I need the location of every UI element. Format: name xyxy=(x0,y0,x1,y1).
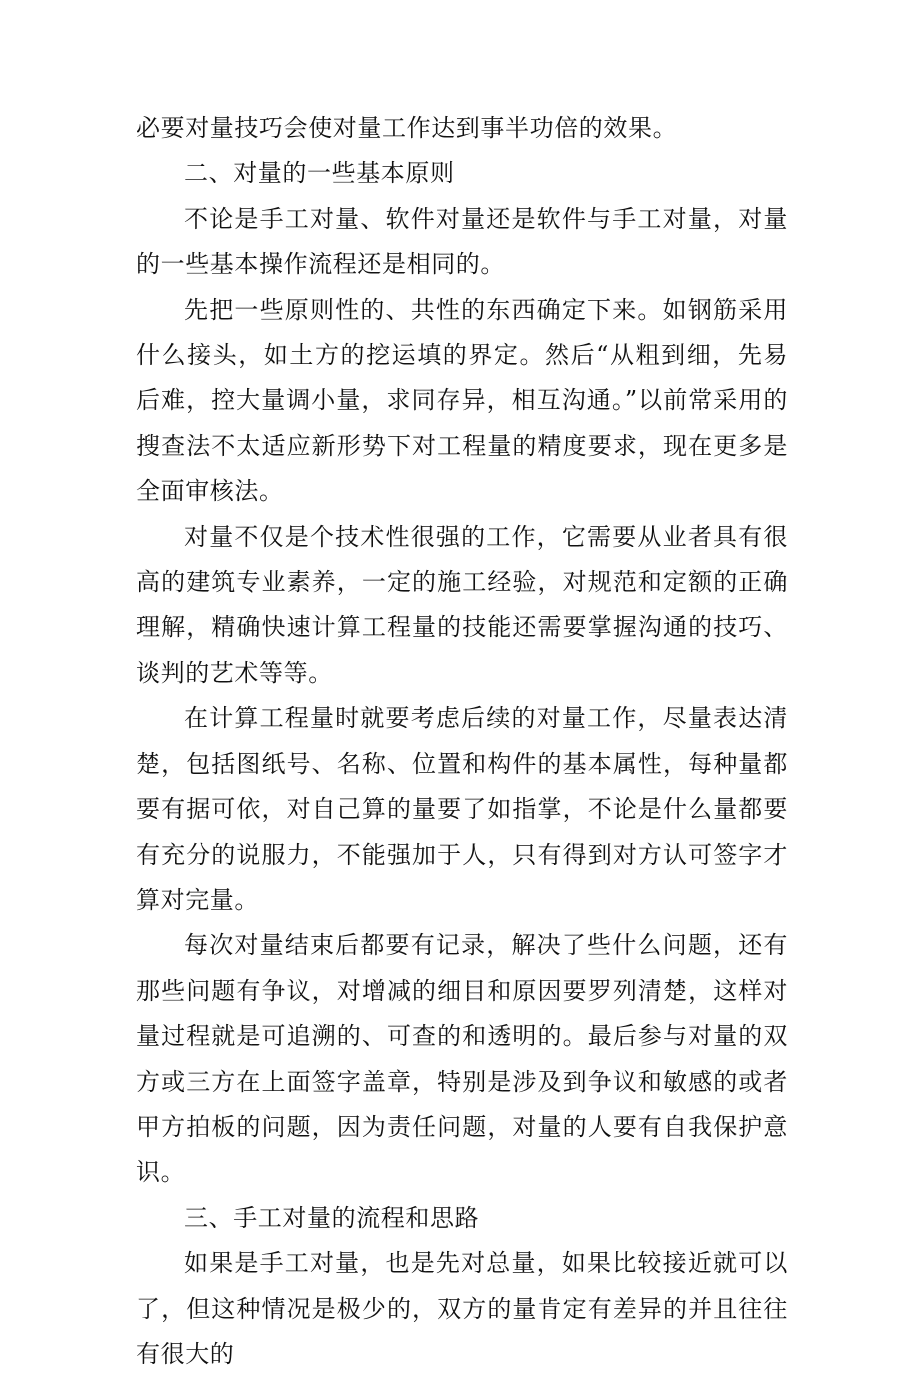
document-body xyxy=(136,106,788,1377)
paragraph-continuation: 必要对量技巧会使对量工作达到事半功倍的效果。 xyxy=(136,114,678,142)
paragraph: 不论是手工对量、软件对量还是软件与手工对量，对量的一些基本操作流程还是相同的。 xyxy=(136,204,788,279)
paragraph: 如果是手工对量，也是先对总量，如果比较接近就可以了，但这种情况是极少的，双方的量肯定有差异的并且往往有很大的 xyxy=(136,1249,788,1368)
paragraph: 对量不仅是个技术性很强的工作，它需要从业者具有很高的建筑专业素养，一定的施工经验，对规范和定额的正确理解，精确快速计算工程量的技能还需要掌握沟通的技巧、谈判的艺术等等。 xyxy=(136,522,788,687)
paragraph: 每次对量结束后都要有记录，解决了些什么问题，还有那些问题有争议，对增减的细目和原因要罗列清楚，这样对量过程就是可追溯的、可查的和透明的。最后参与对量的双方或三方在上面签字盖章，特别是涉及到争议和敏感的或者甲方拍板的问题，因为责任问题，对量的人要有自我保护意识。 xyxy=(136,931,788,1187)
paragraph: 在计算工程量时就要考虑后续的对量工作，尽量表达清楚，包括图纸号、名称、位置和构件的基本属性，每种量都要有据可依，对自己算的量要了如指掌，不论是什么量都要有充分的说服力，不能强加于人，只有得到对方认可签字才算对完量。 xyxy=(136,704,788,914)
section-heading-basic-principles: 二、对量的一些基本原则 xyxy=(184,159,455,188)
section-heading-manual-process: 三、手工对量的流程和思路 xyxy=(184,1203,480,1232)
paragraph: 先把一些原则性的、共性的东西确定下来。如钢筋采用什么接头，如土方的挖运填的界定。然后“从粗到细，先易后难，控大量调小量，求同存异，相互沟通。”以前常采用的搜查法不太适应新形势下对工程量的精度要求，现在更多是全面审核法。 xyxy=(136,295,788,506)
